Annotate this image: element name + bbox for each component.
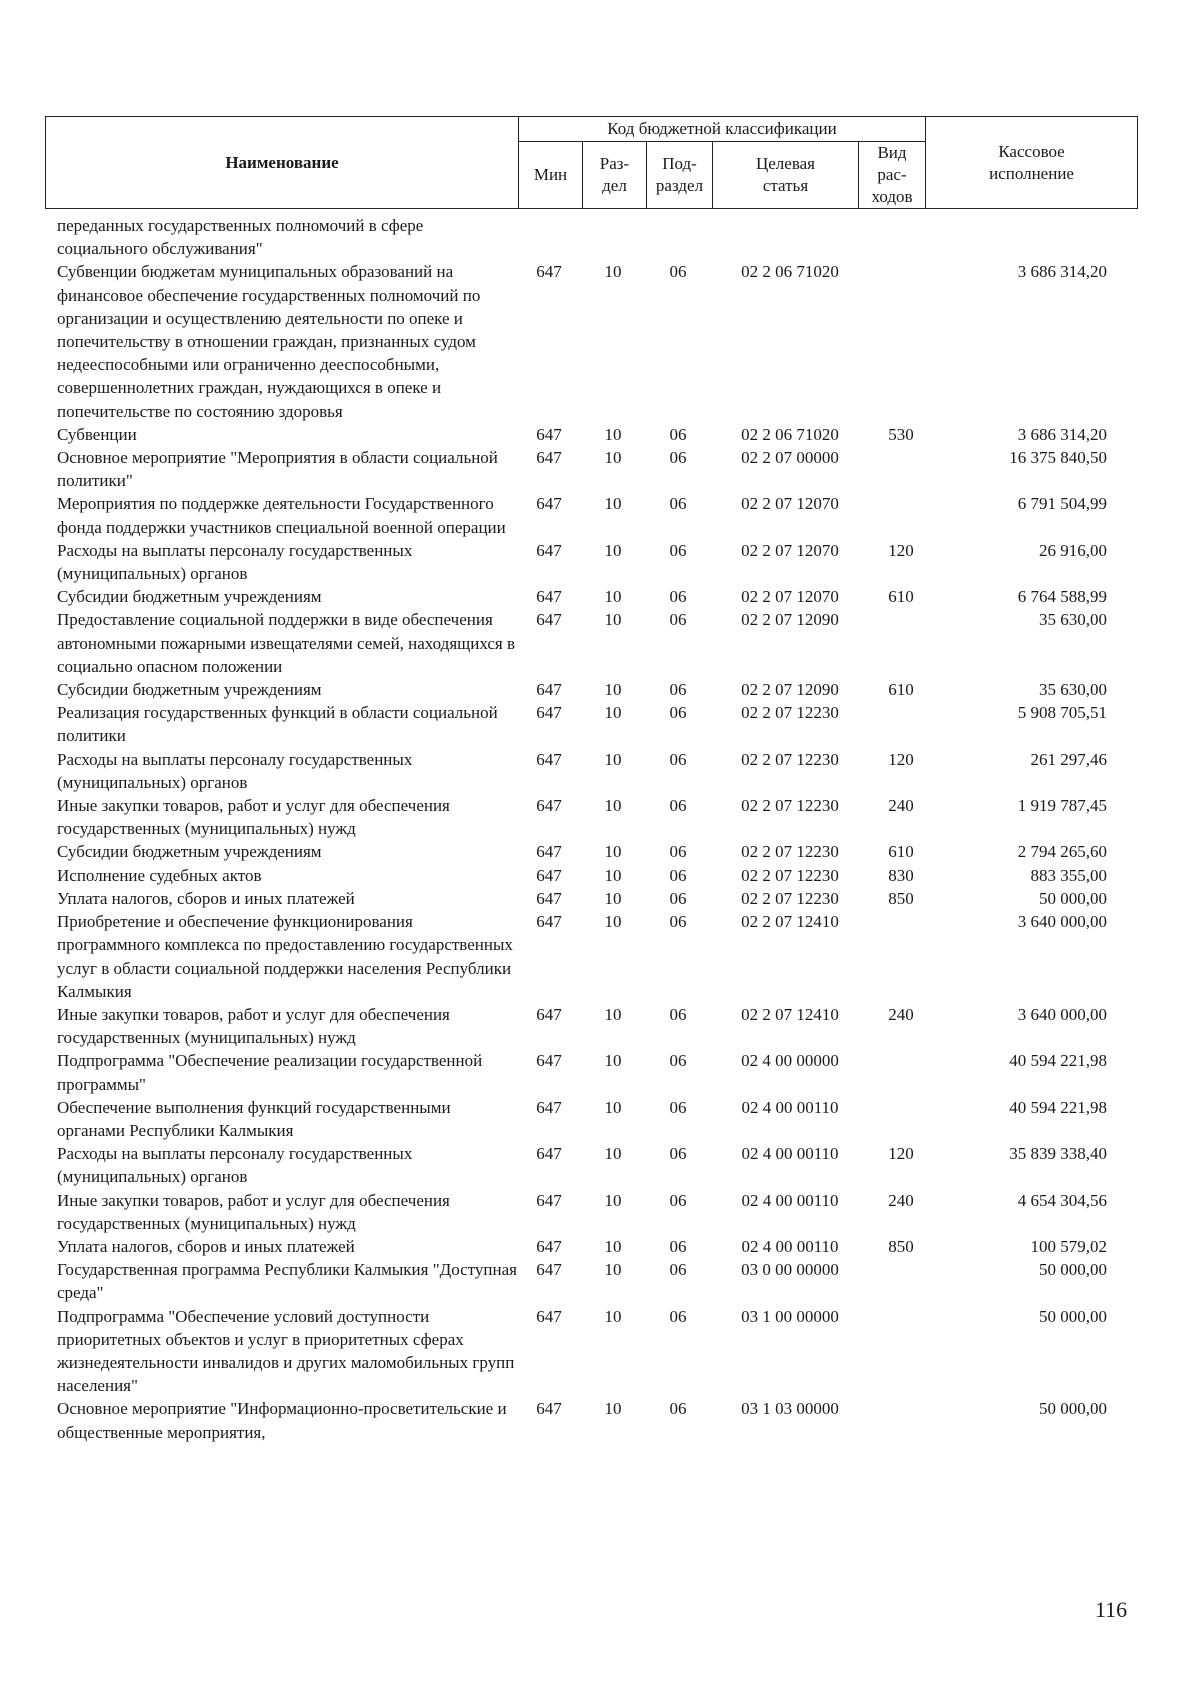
header-vid: Вид рас- ходов (859, 142, 926, 209)
table-row (57, 1003, 1137, 1049)
header-razdel: Раз- дел (583, 142, 647, 209)
row-name: Реализация государственных функций в области социальной политики (57, 703, 498, 746)
row-min: 647 (536, 1004, 562, 1024)
row-podrazdel: 06 (669, 1260, 687, 1280)
row-min: 647 (536, 1260, 562, 1280)
row-sum: 4 654 304,56 (1017, 1190, 1107, 1210)
row-sum: 40 594 221,98 (1009, 1097, 1107, 1117)
row-vid: 120 (888, 749, 914, 769)
row-min: 647 (536, 1051, 562, 1071)
row-razdel: 10 (604, 703, 622, 723)
row-name: Субсидии бюджетным учреждениям (57, 680, 322, 700)
table-row (57, 1142, 1137, 1188)
row-name: Уплата налогов, сборов и иных платежей (57, 888, 355, 908)
row-vid: 240 (888, 796, 914, 816)
table-row (57, 492, 1137, 538)
row-vid: 830 (888, 865, 914, 885)
row-name: Государственная программа Республики Калмыкия "Доступная среда" (57, 1260, 517, 1303)
row-celevaya: 02 4 00 00110 (741, 1236, 839, 1256)
row-sum: 50 000,00 (1039, 1306, 1107, 1326)
row-podrazdel: 06 (669, 1051, 687, 1071)
row-razdel: 10 (604, 1004, 622, 1024)
row-min: 647 (536, 1144, 562, 1164)
table-row (57, 1096, 1137, 1142)
row-min: 647 (536, 424, 562, 444)
table-row (57, 1305, 1137, 1398)
row-vid: 610 (888, 842, 914, 862)
table-row (57, 608, 1137, 678)
row-razdel: 10 (604, 1306, 622, 1326)
header-podrazdel: Под- раздел (647, 142, 713, 209)
row-sum: 883 355,00 (1030, 865, 1107, 885)
row-podrazdel: 06 (669, 1004, 687, 1024)
row-podrazdel: 06 (669, 1236, 687, 1256)
row-min: 647 (536, 1097, 562, 1117)
row-razdel: 10 (604, 912, 622, 932)
header-min: Мин (519, 142, 583, 209)
row-podrazdel: 06 (669, 262, 687, 282)
row-podrazdel: 06 (669, 1306, 687, 1326)
row-vid: 240 (888, 1004, 914, 1024)
row-sum: 3 640 000,00 (1017, 912, 1107, 932)
row-celevaya: 02 2 07 12070 (741, 494, 839, 514)
table-row (57, 214, 1137, 260)
row-razdel: 10 (604, 424, 622, 444)
row-razdel: 10 (604, 1190, 622, 1210)
row-name: Расходы на выплаты персоналу государственных (муниципальных) органов (57, 749, 413, 792)
row-razdel: 10 (604, 1399, 622, 1419)
table-row (57, 423, 1137, 446)
row-min: 647 (536, 680, 562, 700)
row-min: 647 (536, 703, 562, 723)
row-celevaya: 02 2 07 12410 (741, 912, 839, 932)
row-name: Подпрограмма "Обеспечение условий доступности приоритетных объектов и услуг в приоритетных сферах жизнедеятельности инвалидов и других маломобильных групп населения" (57, 1306, 515, 1396)
row-podrazdel: 06 (669, 448, 687, 468)
row-name: Иные закупки товаров, работ и услуг для обеспечения государственных (муниципальных) нужд (57, 1004, 450, 1048)
table-row (57, 748, 1137, 794)
row-min: 647 (536, 494, 562, 514)
row-celevaya: 02 2 07 12410 (741, 1004, 839, 1024)
row-vid: 120 (888, 1144, 914, 1164)
row-sum: 3 640 000,00 (1017, 1004, 1107, 1024)
row-vid: 120 (888, 540, 914, 560)
row-celevaya: 02 2 07 12070 (741, 587, 839, 607)
row-celevaya: 03 1 03 00000 (741, 1399, 839, 1419)
table-row (57, 701, 1137, 747)
row-name: Приобретение и обеспечение функционирования программного комплекса по предоставлению государственных услуг в области социальной поддержки населения Республики Калмыкия (57, 912, 513, 1001)
row-celevaya: 02 2 06 71020 (741, 424, 839, 444)
row-name: Исполнение судебных актов (57, 865, 262, 885)
row-min: 647 (536, 1306, 562, 1326)
header-celevaya: Целевая статья (713, 142, 859, 209)
row-name: Иные закупки товаров, работ и услуг для обеспечения государственных (муниципальных) нужд (57, 1190, 450, 1233)
header-name: Наименование (46, 117, 519, 209)
row-name: Уплата налогов, сборов и иных платежей (57, 1236, 355, 1256)
row-min: 647 (536, 865, 562, 885)
row-sum: 40 594 221,98 (1009, 1051, 1107, 1071)
row-name: Расходы на выплаты персоналу государственных (муниципальных) органов (57, 1144, 413, 1187)
table-row (57, 840, 1137, 863)
row-sum: 5 908 705,51 (1017, 703, 1107, 723)
row-min: 647 (536, 448, 562, 468)
row-razdel: 10 (604, 262, 622, 282)
row-name: Расходы на выплаты персоналу государственных (муниципальных) органов (57, 540, 413, 584)
row-min: 647 (536, 540, 562, 560)
row-razdel: 10 (604, 494, 622, 514)
row-podrazdel: 06 (669, 1144, 687, 1164)
row-podrazdel: 06 (669, 796, 687, 816)
row-sum: 50 000,00 (1039, 1260, 1107, 1280)
page-number: 116 (1095, 1597, 1128, 1622)
row-sum: 50 000,00 (1039, 888, 1107, 908)
row-sum: 35 839 338,40 (1009, 1144, 1107, 1164)
row-celevaya: 02 4 00 00110 (741, 1190, 839, 1210)
row-sum: 16 375 840,50 (1009, 448, 1107, 468)
row-razdel: 10 (604, 540, 622, 560)
row-podrazdel: 06 (669, 1190, 687, 1210)
row-celevaya: 02 4 00 00110 (741, 1144, 839, 1164)
row-celevaya: 02 4 00 00000 (741, 1051, 839, 1071)
row-podrazdel: 06 (669, 494, 687, 514)
table-row (57, 1258, 1137, 1304)
table-row (57, 794, 1137, 840)
row-sum: 1 919 787,45 (1017, 796, 1107, 816)
row-podrazdel: 06 (669, 540, 687, 560)
row-celevaya: 02 2 06 71020 (741, 262, 839, 282)
row-podrazdel: 06 (669, 865, 687, 885)
row-name: Субвенции бюджетам муниципальных образований на финансовое обеспечение государственных полномочий по организации и осуществлению деятельности по опеке и попечительству в отношении граждан, признанных судом недееспособными или ограниченно дееспособными, совершеннолетних граждан, нуждающихся в опеке и попечительстве по состоянию здоровья (57, 262, 481, 421)
row-name: Предоставление социальной поддержки в виде обеспечения автономными пожарными извещателями семей, находящихся в социально опасном положении (57, 610, 515, 676)
row-min: 647 (536, 610, 562, 630)
row-celevaya: 02 2 07 12230 (741, 796, 839, 816)
row-name: Иные закупки товаров, работ и услуг для обеспечения государственных (муниципальных) нужд (57, 796, 450, 839)
row-celevaya: 02 2 07 12090 (741, 610, 839, 630)
row-min: 647 (536, 888, 562, 908)
row-min: 647 (536, 262, 562, 282)
row-vid: 610 (888, 680, 914, 700)
table-row (57, 1397, 1137, 1443)
row-sum: 2 794 265,60 (1017, 842, 1107, 862)
table-row (57, 260, 1137, 422)
row-podrazdel: 06 (669, 424, 687, 444)
row-razdel: 10 (604, 888, 622, 908)
row-name: Субвенции (57, 424, 137, 444)
row-min: 647 (536, 587, 562, 607)
row-podrazdel: 06 (669, 888, 687, 908)
row-razdel: 10 (604, 448, 622, 468)
row-podrazdel: 06 (669, 703, 687, 723)
row-sum: 100 579,02 (1030, 1236, 1107, 1256)
row-razdel: 10 (604, 796, 622, 816)
row-min: 647 (536, 1399, 562, 1419)
table-row (57, 1049, 1137, 1095)
table-row (57, 585, 1137, 608)
row-vid: 850 (888, 1236, 914, 1256)
row-razdel: 10 (604, 865, 622, 885)
row-celevaya: 03 1 00 00000 (741, 1306, 839, 1326)
row-min: 647 (536, 842, 562, 862)
row-name: Субсидии бюджетным учреждениям (57, 842, 322, 862)
row-razdel: 10 (604, 587, 622, 607)
row-sum: 26 916,00 (1039, 540, 1107, 560)
row-razdel: 10 (604, 610, 622, 630)
row-sum: 3 686 314,20 (1017, 262, 1107, 282)
row-podrazdel: 06 (669, 1399, 687, 1419)
row-celevaya: 02 2 07 12230 (741, 888, 839, 908)
row-min: 647 (536, 1190, 562, 1210)
table-row (57, 864, 1137, 887)
row-name: Субсидии бюджетным учреждениям (57, 587, 322, 607)
row-sum: 261 297,46 (1030, 749, 1107, 769)
row-celevaya: 02 2 07 12070 (741, 540, 839, 560)
row-name: Основное мероприятие "Информационно-просветительские и общественные мероприятия, (57, 1399, 507, 1442)
table-row (57, 678, 1137, 701)
row-vid: 850 (888, 888, 914, 908)
row-podrazdel: 06 (669, 842, 687, 862)
row-podrazdel: 06 (669, 749, 687, 769)
row-min: 647 (536, 796, 562, 816)
row-razdel: 10 (604, 1144, 622, 1164)
row-name: Обеспечение выполнения функций государственными органами Республики Калмыкия (57, 1097, 451, 1140)
table-row (57, 910, 1137, 1003)
row-razdel: 10 (604, 1260, 622, 1280)
table-row (57, 887, 1137, 910)
row-name: переданных государственных полномочий в сфере социального обслуживания" (57, 216, 424, 259)
row-sum: 50 000,00 (1039, 1399, 1107, 1419)
row-celevaya: 02 4 00 00110 (741, 1097, 839, 1117)
row-min: 647 (536, 1236, 562, 1256)
row-celevaya: 03 0 00 00000 (741, 1260, 839, 1280)
row-sum: 3 686 314,20 (1017, 424, 1107, 444)
row-celevaya: 02 2 07 12230 (741, 865, 839, 885)
row-celevaya: 02 2 07 12230 (741, 749, 839, 769)
table-header (45, 116, 1138, 209)
row-sum: 35 630,00 (1039, 610, 1107, 630)
table-body (57, 214, 1137, 1444)
row-celevaya: 02 2 07 12230 (741, 842, 839, 862)
row-name: Мероприятия по поддержке деятельности Государственного фонда поддержки участников специальной военной операции (57, 494, 506, 537)
row-razdel: 10 (604, 1236, 622, 1256)
row-podrazdel: 06 (669, 587, 687, 607)
row-name: Подпрограмма "Обеспечение реализации государственной программы" (57, 1051, 483, 1094)
row-sum: 6 791 504,99 (1017, 494, 1107, 514)
row-sum: 6 764 588,99 (1017, 587, 1107, 607)
row-name: Основное мероприятие "Мероприятия в области социальной политики" (57, 448, 498, 491)
row-celevaya: 02 2 07 00000 (741, 448, 839, 468)
row-celevaya: 02 2 07 12090 (741, 680, 839, 700)
row-vid: 240 (888, 1190, 914, 1210)
row-razdel: 10 (604, 749, 622, 769)
row-razdel: 10 (604, 1051, 622, 1071)
row-razdel: 10 (604, 680, 622, 700)
table-row (57, 1235, 1137, 1258)
row-min: 647 (536, 749, 562, 769)
row-sum: 35 630,00 (1039, 680, 1107, 700)
table-row (57, 446, 1137, 492)
row-podrazdel: 06 (669, 1097, 687, 1117)
header-budget-code: Код бюджетной классификации (519, 117, 926, 142)
table-row (57, 539, 1137, 585)
row-podrazdel: 06 (669, 610, 687, 630)
row-razdel: 10 (604, 1097, 622, 1117)
row-min: 647 (536, 912, 562, 932)
row-vid: 530 (888, 424, 914, 444)
row-razdel: 10 (604, 842, 622, 862)
row-podrazdel: 06 (669, 912, 687, 932)
header-cash-execution: Кассовое исполнение (926, 117, 1138, 209)
row-vid: 610 (888, 587, 914, 607)
table-row (57, 1189, 1137, 1235)
row-podrazdel: 06 (669, 680, 687, 700)
row-celevaya: 02 2 07 12230 (741, 703, 839, 723)
